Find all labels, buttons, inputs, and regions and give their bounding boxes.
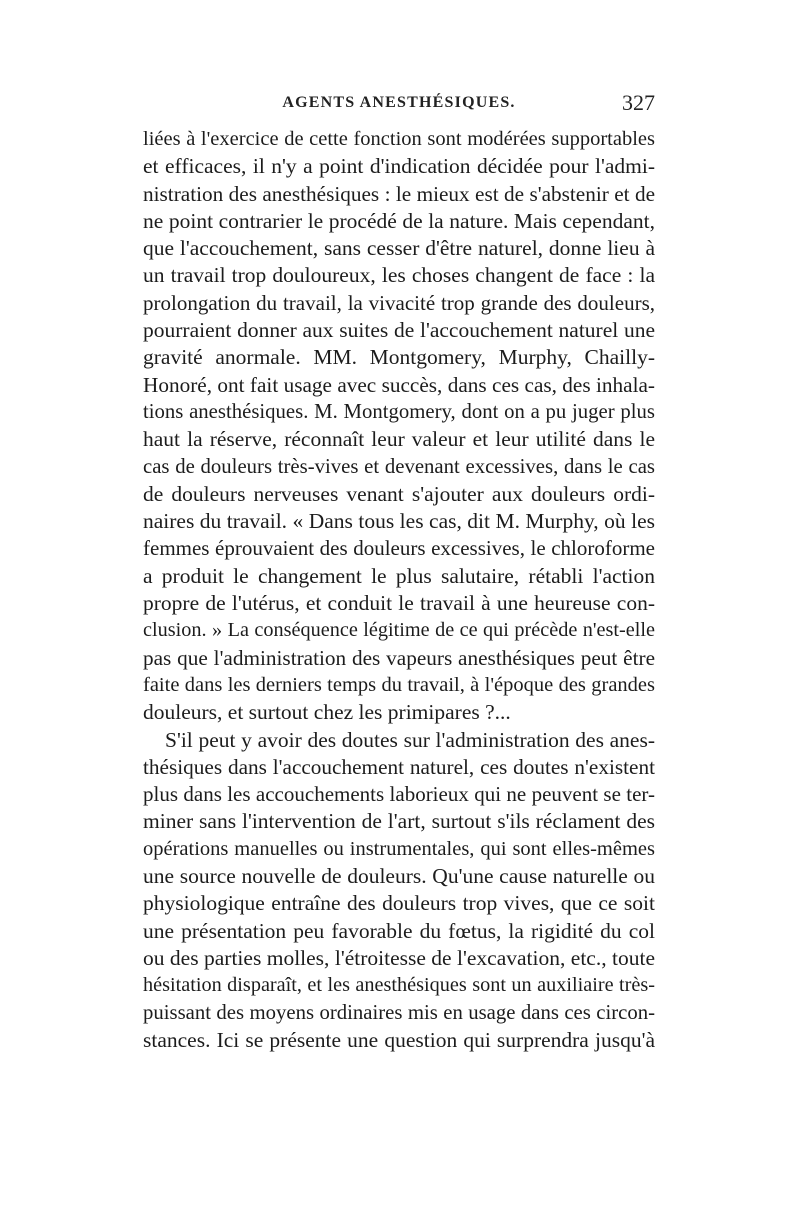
- text-line: et efficaces, il n'y a point d'indication décidée pour l'admi-: [143, 154, 655, 179]
- text-line: clusion. » La conséquence légitime de ce qui précède n'est-elle: [143, 619, 655, 642]
- text-line: opérations manuelles ou instrumentales, qui sont elles-mêmes: [143, 837, 655, 860]
- paragraph-start-line: S'il peut y avoir des doutes sur l'administration des anes-: [165, 727, 655, 752]
- text-line: Honoré, ont fait usage avec succès, dans ces cas, des inhala-: [143, 372, 655, 397]
- text-line: que l'accouchement, sans cesser d'être naturel, donne lieu à: [143, 236, 655, 261]
- text-line: physiologique entraîne des douleurs trop vives, que ce soit: [143, 891, 655, 916]
- body-text: [143, 126, 655, 1054]
- page-number: 327: [622, 90, 655, 115]
- text-line: une source nouvelle de douleurs. Qu'une cause naturelle ou: [143, 864, 655, 889]
- text-line: naires du travail. « Dans tous les cas, dit M. Murphy, où les: [143, 509, 655, 534]
- text-line: haut la réserve, réconnaît leur valeur et leur utilité dans le: [143, 427, 655, 452]
- text-line: miner sans l'intervention de l'art, surtout s'ils réclament des: [143, 809, 655, 834]
- text-line: pas que l'administration des vapeurs anesthésiques peut être: [143, 645, 655, 670]
- text-line: pourraient donner aux suites de l'accouchement naturel une: [143, 318, 655, 343]
- text-line: nistration des anesthésiques : le mieux est de s'abstenir et de: [143, 181, 655, 206]
- text-line: une présentation peu favorable du fœtus, la rigidité du col: [143, 918, 655, 943]
- text-line: ne point contrarier le procédé de la nature. Mais cependant,: [143, 208, 655, 233]
- paragraph-end-line: douleurs, et surtout chez les primipares ?...: [143, 700, 511, 725]
- text-line: propre de l'utérus, et conduit le travail à une heureuse con-: [143, 591, 655, 616]
- text-line: gravité anormale. MM. Montgomery, Murphy, Chailly-: [143, 345, 655, 370]
- text-line: hésitation disparaît, et les anesthésiques sont un auxiliaire très-: [143, 974, 655, 997]
- text-line: faite dans les derniers temps du travail, à l'époque des grandes: [143, 673, 655, 696]
- running-head: [143, 90, 655, 118]
- text-line: thésiques dans l'accouchement naturel, ces doutes n'existent: [143, 754, 655, 779]
- text-line: cas de douleurs très-vives et devenant excessives, dans le cas: [143, 455, 655, 478]
- text-line: stances. Ici se présente une question qui surprendra jusqu'à: [143, 1027, 655, 1052]
- text-line: a produit le changement le plus salutaire, rétabli l'action: [143, 563, 655, 588]
- text-line: prolongation du travail, la vivacité trop grande des douleurs,: [143, 290, 655, 315]
- text-line: un travail trop douloureux, les choses changent de face : la: [143, 263, 655, 288]
- text-line: tions anesthésiques. M. Montgomery, dont on a pu juger plus: [143, 400, 655, 423]
- running-title: AGENTS ANESTHÉSIQUES.: [282, 94, 516, 111]
- text-line: puissant des moyens ordinaires mis en usage dans ces circon-: [143, 1001, 655, 1024]
- text-line: plus dans les accouchements laborieux qui ne peuvent se ter-: [143, 782, 655, 807]
- text-line: femmes éprouvaient des douleurs excessives, le chloroforme: [143, 536, 655, 561]
- text-line: ou des parties molles, l'étroitesse de l'excavation, etc., toute: [143, 945, 655, 970]
- text-line: liées à l'exercice de cette fonction sont modérées supportables: [143, 128, 655, 150]
- text-line: de douleurs nerveuses venant s'ajouter aux douleurs ordi-: [143, 481, 655, 506]
